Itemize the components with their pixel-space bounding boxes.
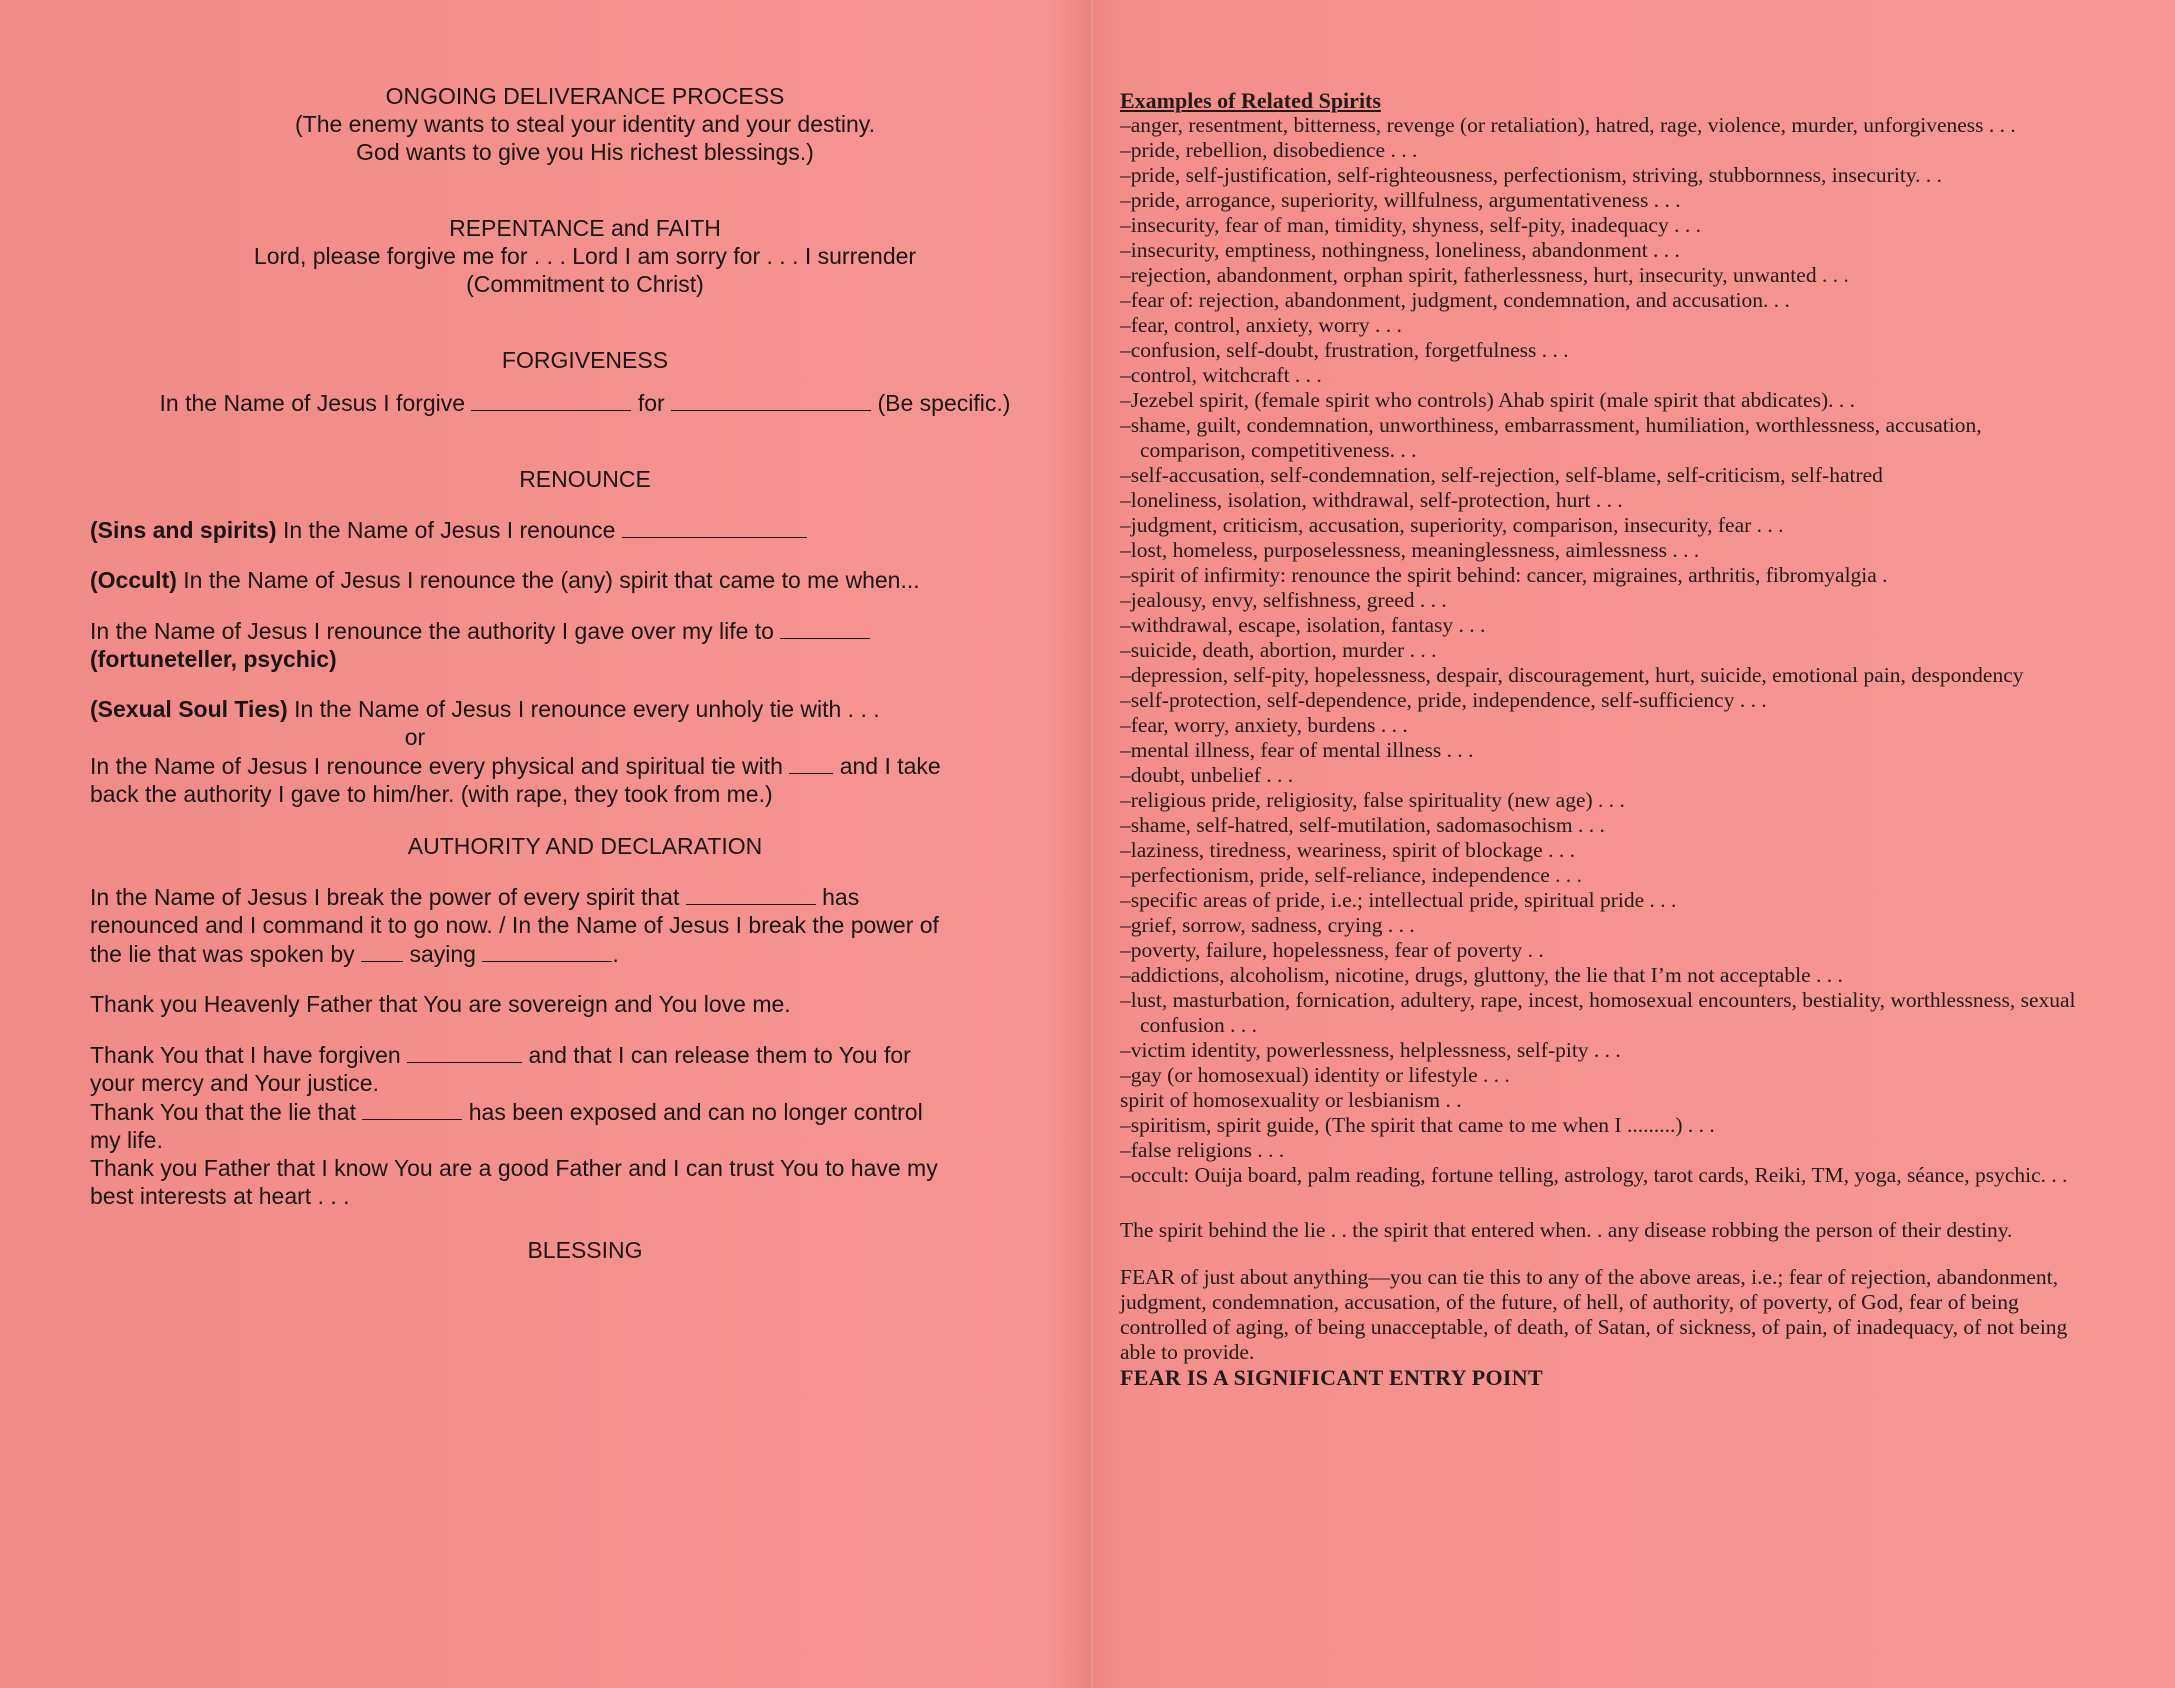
physical-blank <box>789 751 833 774</box>
spirit-list-item: –mental illness, fear of mental illness . . . <box>1120 738 1474 762</box>
forgiven-pre: Thank You that I have forgiven <box>90 1042 401 1068</box>
sins-label: (Sins and spirits) <box>90 517 277 543</box>
fear-paragraph: FEAR of just about anything—you can tie this to any of the above areas, i.e.; fear of rejection, abandonment, judgment, condemnation, accusation, of the future, of hell, of authority, of poverty, of God, fear of being controlled of aging, of being unacceptable, of death, of Satan, of sickness, of pain, of inadequacy, of not being able to provide. <box>1120 1265 2068 1364</box>
spirit-list-item: –fear of: rejection, abandonment, judgment, condemnation, and accusation. . . <box>1120 288 1790 312</box>
spirit-list-item: –poverty, failure, hopelessness, fear of poverty . . <box>1120 938 1544 962</box>
spirit-list-item: –religious pride, religiosity, false spirituality (new age) . . . <box>1120 788 1625 812</box>
forgiven-blank <box>407 1040 522 1063</box>
repentance-line-2: (Commitment to Christ) <box>466 271 704 297</box>
physical-line-2: back the authority I gave to him/her. (with rape, they took from me.) <box>90 781 773 807</box>
authority-paragraph-1 <box>90 882 1080 968</box>
spirit-list-item: –rejection, abandonment, orphan spirit, fatherlessness, hurt, insecurity, unwanted . . . <box>1120 263 1849 287</box>
spirit-list-item: –specific areas of pride, i.e.; intellectual pride, spiritual pride . . . <box>1120 888 1677 912</box>
right-page <box>1120 88 2080 1390</box>
spirit-list-item: –lust, masturbation, fornication, adultery, rape, incest, homosexual encounters, bestiality, worthlessness, sexual confusion . . . <box>1120 988 2076 1037</box>
forgiven-statement <box>90 1040 1080 1097</box>
spirit-list-item: –laziness, tiredness, weariness, spirit of blockage . . . <box>1120 838 1575 862</box>
renounce-soul-ties <box>90 695 1080 723</box>
forgiveness-pre: In the Name of Jesus I forgive <box>159 390 466 416</box>
authority-heading: AUTHORITY AND DECLARATION <box>407 833 763 859</box>
forgiveness-statement <box>90 388 1080 417</box>
spirit-list-item: –withdrawal, escape, isolation, fantasy . . . <box>1120 613 1486 637</box>
repentance-line-1: Lord, please forgive me for . . . Lord I am sorry for . . . I surrender <box>253 243 917 269</box>
good-father-line-1: Thank you Father that I know You are a good Father and I can trust You to have my <box>90 1155 938 1181</box>
spirit-list-item: –pride, arrogance, superiority, willfulness, argumentativeness . . . <box>1120 188 1681 212</box>
lie-spoken-pre: the lie that was spoken by <box>90 941 355 967</box>
spirit-list-item: –judgment, criticism, accusation, superiority, comparison, insecurity, fear . . . <box>1120 513 1784 537</box>
spirit-list-item: –grief, sorrow, sadness, crying . . . <box>1120 913 1415 937</box>
lie-exposed-line-2: my life. <box>90 1127 163 1153</box>
spirit-list-item: –doubt, unbelief . . . <box>1120 763 1294 787</box>
spirit-list-item: –addictions, alcoholism, nicotine, drugs, gluttony, the lie that I’m not acceptable . . . <box>1120 963 1843 987</box>
spirit-list-item: –loneliness, isolation, withdrawal, self-protection, hurt . . . <box>1120 488 1623 512</box>
page-fold <box>1090 0 1094 1688</box>
saying-blank <box>482 939 612 962</box>
spirit-list-item: –spirit of infirmity: renounce the spirit behind: cancer, migraines, arthritis, fibromyalgia . <box>1120 563 1888 587</box>
authority-text: In the Name of Jesus I renounce the authority I gave over my life to <box>90 618 774 644</box>
spirit-list-item: –insecurity, fear of man, timidity, shyness, self-pity, inadequacy . . . <box>1120 213 1701 237</box>
or-separator: or <box>404 724 426 750</box>
occult-label: (Occult) <box>90 567 177 593</box>
forgiven-line-2: your mercy and Your justice. <box>90 1070 379 1096</box>
forgiveness-mid: for <box>637 390 665 416</box>
renounce-sins <box>90 515 1080 544</box>
spirit-list-item: –fear, control, anxiety, worry . . . <box>1120 313 1402 337</box>
soul-ties-label: (Sexual Soul Ties) <box>90 696 288 722</box>
spirit-list-item: –self-accusation, self-condemnation, self-rejection, self-blame, self-criticism, self-hatred <box>1120 463 1883 487</box>
spirit-list-item: –Jezebel spirit, (female spirit who controls) Ahab spirit (male spirit that abdicates). . . <box>1120 388 1855 412</box>
lie-blank <box>362 1097 462 1120</box>
spirit-list-item: –suicide, death, abortion, murder . . . <box>1120 638 1437 662</box>
spirit-list-item: –lost, homeless, purposelessness, meaninglessness, aimlessness . . . <box>1120 538 1700 562</box>
break-power-post: has <box>822 884 860 910</box>
spirit-list-item: –insecurity, emptiness, nothingness, loneliness, abandonment . . . <box>1120 238 1680 262</box>
spirit-list-item: –jealousy, envy, selfishness, greed . . . <box>1120 588 1447 612</box>
spirit-list-item: –anger, resentment, bitterness, revenge (or retaliation), hatred, rage, violence, murder, unforgiveness . . . <box>1120 113 2016 137</box>
renounce-authority <box>90 616 1080 673</box>
lie-exposed-statement <box>90 1097 1080 1154</box>
blessing-heading: BLESSING <box>527 1237 643 1263</box>
spirit-list-item: –fear, worry, anxiety, burdens . . . <box>1120 713 1408 737</box>
spoken-by-blank <box>361 939 403 962</box>
spirit-list-item: –pride, rebellion, disobedience . . . <box>1120 138 1418 162</box>
left-page <box>90 82 1080 1264</box>
lie-spoken-end: . <box>612 941 619 967</box>
related-spirits-title: Examples of Related Spirits <box>1120 88 1381 113</box>
spirit-list-item: –shame, guilt, condemnation, unworthiness, embarrassment, humiliation, worthlessness, accusation, comparison, competitiveness. . . <box>1120 413 1982 462</box>
physical-pre: In the Name of Jesus I renounce every physical and spiritual tie with <box>90 753 783 779</box>
good-father-line-2: best interests at heart . . . <box>90 1183 350 1209</box>
forgiveness-heading: FORGIVENESS <box>501 347 669 373</box>
sovereign-statement: Thank you Heavenly Father that You are sovereign and You love me. <box>90 991 791 1017</box>
related-spirits-list <box>1120 113 2080 1188</box>
spirit-list-item: spirit of homosexuality or lesbianism . . <box>1120 1088 1462 1112</box>
occult-text: In the Name of Jesus I renounce the (any) spirit that came to me when... <box>183 567 920 593</box>
repentance-heading: REPENTANCE and FAITH <box>449 215 721 241</box>
sins-text: In the Name of Jesus I renounce <box>282 517 616 543</box>
renounce-physical <box>90 751 1080 808</box>
sins-blank <box>622 515 807 538</box>
spirit-list-item: –gay (or homosexual) identity or lifestyle . . . <box>1120 1063 1510 1087</box>
spirit-list-item: –control, witchcraft . . . <box>1120 363 1322 387</box>
break-power-pre: In the Name of Jesus I break the power of every spirit that <box>90 884 680 910</box>
fear-entry-point: FEAR IS A SIGNIFICANT ENTRY POINT <box>1120 1365 1543 1390</box>
renounce-heading: RENOUNCE <box>519 466 651 492</box>
good-father-statement <box>90 1154 1080 1210</box>
spirit-list-item: –perfectionism, pride, self-reliance, independence . . . <box>1120 863 1583 887</box>
physical-post: and I take <box>839 753 941 779</box>
soul-ties-text: In the Name of Jesus I renounce every unholy tie with . . . <box>294 696 880 722</box>
lie-exposed-post: has been exposed and can no longer control <box>468 1099 923 1125</box>
spirit-blank <box>686 882 816 905</box>
forgive-for-blank <box>671 388 871 411</box>
spirit-list-item: –self-protection, self-dependence, pride, independence, self-sufficiency . . . <box>1120 688 1767 712</box>
spirit-behind-lie: The spirit behind the lie . . the spirit that entered when. . any disease robbing the person of their destiny. <box>1120 1218 2013 1242</box>
authority-label: (fortuneteller, psychic) <box>90 646 337 672</box>
spirit-list-item: –shame, self-hatred, self-mutilation, sadomasochism . . . <box>1120 813 1605 837</box>
renounce-occult <box>90 566 1080 594</box>
lie-spoken-mid: saying <box>409 941 476 967</box>
forgive-whom-blank <box>471 388 631 411</box>
spirit-list-item: –occult: Ouija board, palm reading, fortune telling, astrology, tarot cards, Reiki, TM, yoga, séance, psychic. . . <box>1120 1163 2068 1187</box>
subtitle-line-1: (The enemy wants to steal your identity and your destiny. <box>295 111 875 137</box>
forgiveness-post: (Be specific.) <box>877 390 1011 416</box>
spirit-list-item: –confusion, self-doubt, frustration, forgetfulness . . . <box>1120 338 1569 362</box>
lie-exposed-pre: Thank You that the lie that <box>90 1099 356 1125</box>
spirit-list-item: –false religions . . . <box>1120 1138 1285 1162</box>
subtitle-line-2: God wants to give you His richest blessings.) <box>356 139 814 165</box>
spirit-list-item: –spiritism, spirit guide, (The spirit that came to me when I .........) . . . <box>1120 1113 1715 1137</box>
document-title: ONGOING DELIVERANCE PROCESS <box>385 83 785 109</box>
spirit-list-item: –pride, self-justification, self-righteousness, perfectionism, striving, stubbornness, insecurity. . . <box>1120 163 1943 187</box>
break-power-line-2: renounced and I command it to go now. / In the Name of Jesus I break the power of <box>90 912 939 938</box>
authority-blank <box>780 616 870 639</box>
spirit-list-item: –depression, self-pity, hopelessness, despair, discouragement, hurt, suicide, emotional pain, despondency <box>1120 663 2024 687</box>
spirit-list-item: –victim identity, powerlessness, helplessness, self-pity . . . <box>1120 1038 1621 1062</box>
forgiven-post: and that I can release them to You for <box>528 1042 911 1068</box>
